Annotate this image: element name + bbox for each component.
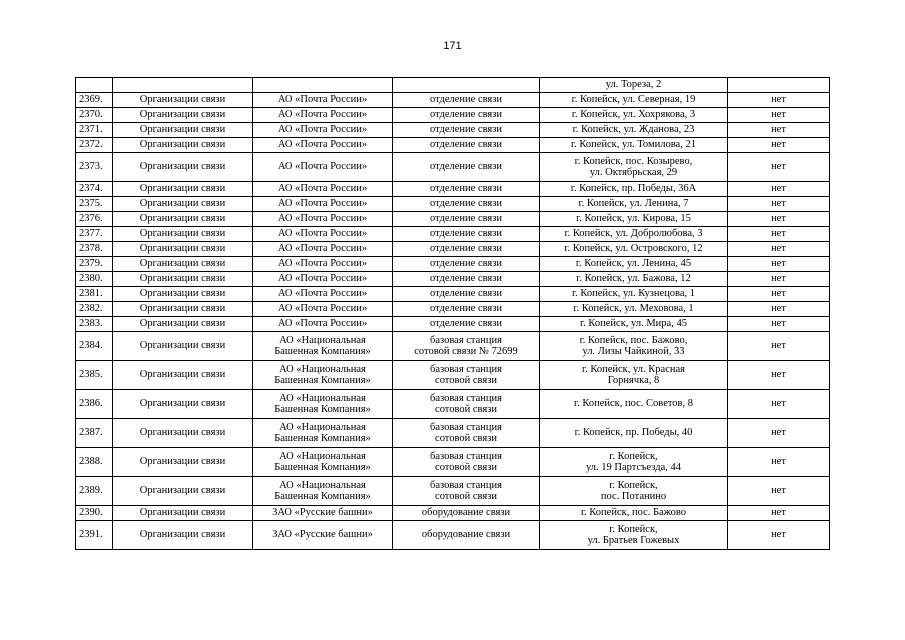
cell-object-type — [393, 521, 540, 550]
cell-address-line: ул. Октябрьская, 29 — [589, 167, 678, 178]
cell-org — [253, 78, 393, 93]
cell-category: Организации связи — [113, 153, 253, 182]
cell-object-type-line: отделение связи — [429, 109, 503, 121]
cell-num: 2376. — [76, 212, 113, 227]
cell-address-line: г. Копейск, ул. Жданова, 23 — [572, 124, 695, 136]
table-row — [76, 108, 830, 123]
cell-status: нет — [728, 287, 830, 302]
cell-status: нет — [728, 521, 830, 550]
cell-num: 2381. — [76, 287, 113, 302]
cell-category: Организации связи — [113, 287, 253, 302]
cell-org-line: АО «Национальная — [279, 421, 366, 433]
cell-category: Организации связи — [113, 93, 253, 108]
cell-num: 2374. — [76, 182, 113, 197]
cell-address-line: г. Копейск, — [609, 523, 658, 535]
cell-org-line: АО «Почта России» — [277, 109, 368, 121]
cell-object-type-line: сотовой связи — [435, 404, 497, 415]
cell-org-line: АО «Почта России» — [277, 139, 368, 151]
cell-org-line: АО «Почта России» — [277, 273, 368, 285]
cell-address-line: г. Копейск, ул. Бажова, 12 — [576, 273, 691, 285]
cell-num: 2372. — [76, 138, 113, 153]
cell-status: нет — [728, 182, 830, 197]
cell-org — [253, 197, 393, 212]
table-row — [76, 227, 830, 242]
cell-object-type — [393, 390, 540, 419]
cell-org-line: АО «Национальная — [279, 479, 366, 491]
cell-address-line: г. Копейск, пос. Бажово — [580, 507, 687, 519]
cell-num: 2377. — [76, 227, 113, 242]
cell-address-line: г. Копейск, пос. Козырево, — [574, 155, 693, 167]
cell-org-line: АО «Почта России» — [277, 198, 368, 210]
cell-object-type-line: базовая станция — [430, 334, 502, 346]
cell-org — [253, 477, 393, 506]
cell-object-type-line: базовая станция — [430, 363, 502, 375]
cell-address-line: пос. Потанино — [600, 491, 667, 502]
cell-address — [540, 287, 728, 302]
cell-status: нет — [728, 123, 830, 138]
cell-org — [253, 93, 393, 108]
cell-object-type — [393, 287, 540, 302]
cell-num — [76, 78, 113, 93]
cell-object-type-line: базовая станция — [430, 421, 502, 433]
cell-address-line: г. Копейск, ул. Меховова, 1 — [573, 303, 694, 315]
cell-address — [540, 123, 728, 138]
cell-org-line: Башенная Компания» — [274, 404, 371, 415]
cell-address-line: г. Копейск, ул. Добролюбова, 3 — [564, 228, 703, 240]
cell-address — [540, 108, 728, 123]
table-row — [76, 123, 830, 138]
table-row — [76, 197, 830, 212]
cell-address — [540, 419, 728, 448]
cell-category: Организации связи — [113, 506, 253, 521]
cell-category: Организации связи — [113, 242, 253, 257]
cell-status: нет — [728, 361, 830, 390]
cell-category: Организации связи — [113, 317, 253, 332]
cell-address — [540, 506, 728, 521]
cell-org-line: АО «Почта России» — [277, 124, 368, 136]
cell-object-type — [393, 419, 540, 448]
cell-address-line: г. Копейск, — [609, 479, 658, 491]
cell-status: нет — [728, 197, 830, 212]
cell-object-type-line: базовая станция — [430, 479, 502, 491]
cell-num: 2382. — [76, 302, 113, 317]
table-row — [76, 317, 830, 332]
cell-object-type — [393, 477, 540, 506]
cell-org-line: АО «Почта России» — [277, 288, 368, 300]
cell-address-line: г. Копейск, — [609, 450, 658, 462]
cell-object-type-line: отделение связи — [429, 273, 503, 285]
cell-object-type — [393, 212, 540, 227]
cell-object-type-line: отделение связи — [429, 139, 503, 151]
registry-table — [75, 77, 830, 550]
cell-num: 2388. — [76, 448, 113, 477]
cell-address — [540, 448, 728, 477]
page-number: 171 — [443, 40, 462, 52]
cell-object-type — [393, 227, 540, 242]
cell-object-type — [393, 506, 540, 521]
cell-object-type-line: отделение связи — [429, 161, 503, 173]
cell-object-type — [393, 153, 540, 182]
cell-object-type — [393, 182, 540, 197]
continuation-row — [76, 78, 830, 93]
cell-status: нет — [728, 93, 830, 108]
cell-category: Организации связи — [113, 197, 253, 212]
cell-address — [540, 153, 728, 182]
cell-org-line: ЗАО «Русские башни» — [272, 507, 373, 519]
cell-address-line: ул. Лизы Чайкиной, 33 — [582, 346, 685, 357]
cell-org — [253, 153, 393, 182]
cell-org — [253, 506, 393, 521]
table-row — [76, 419, 830, 448]
cell-org — [253, 227, 393, 242]
cell-status: нет — [728, 419, 830, 448]
cell-address — [540, 390, 728, 419]
cell-status: нет — [728, 212, 830, 227]
cell-object-type-line: отделение связи — [429, 288, 503, 300]
cell-num: 2373. — [76, 153, 113, 182]
cell-num: 2379. — [76, 257, 113, 272]
cell-address — [540, 212, 728, 227]
cell-status: нет — [728, 138, 830, 153]
cell-address-line: ул. Братьев Гожевых — [587, 535, 680, 546]
cell-object-type — [393, 332, 540, 361]
cell-org — [253, 108, 393, 123]
cell-category: Организации связи — [113, 227, 253, 242]
cell-address-line: г. Копейск, ул. Кирова, 15 — [576, 213, 691, 225]
table-row — [76, 153, 830, 182]
table-row — [76, 182, 830, 197]
cell-status: нет — [728, 317, 830, 332]
cell-object-type — [393, 448, 540, 477]
cell-org-line: АО «Почта России» — [277, 228, 368, 240]
cell-object-type-line: оборудование связи — [421, 507, 511, 519]
cell-num: 2378. — [76, 242, 113, 257]
cell-org-line: ЗАО «Русские башни» — [272, 529, 373, 541]
cell-org-line: Башенная Компания» — [274, 491, 371, 502]
cell-object-type — [393, 257, 540, 272]
cell-status: нет — [728, 506, 830, 521]
cell-org-line: Башенная Компания» — [274, 375, 371, 386]
cell-object-type — [393, 302, 540, 317]
registry-table-body — [76, 78, 830, 550]
cell-address — [540, 182, 728, 197]
cell-object-type-line: отделение связи — [429, 303, 503, 315]
cell-org — [253, 242, 393, 257]
cell-address — [540, 477, 728, 506]
cell-category: Организации связи — [113, 257, 253, 272]
cell-status: нет — [728, 272, 830, 287]
cell-org-line: АО «Почта России» — [277, 183, 368, 195]
cell-category: Организации связи — [113, 419, 253, 448]
cell-category: Организации связи — [113, 123, 253, 138]
table-row — [76, 390, 830, 419]
cell-object-type-line: базовая станция — [430, 392, 502, 404]
cell-category: Организации связи — [113, 521, 253, 550]
cell-object-type-line: сотовой связи — [435, 375, 497, 386]
cell-address-line: г. Копейск, ул. Хохрякова, 3 — [571, 109, 696, 121]
cell-object-type — [393, 197, 540, 212]
cell-address-line: ул. Тореза, 2 — [605, 79, 662, 91]
cell-status: нет — [728, 153, 830, 182]
cell-address-line: г. Копейск, пр. Победы, 40 — [574, 427, 693, 439]
cell-status: нет — [728, 302, 830, 317]
table-row — [76, 332, 830, 361]
cell-address — [540, 361, 728, 390]
cell-address — [540, 332, 728, 361]
cell-org — [253, 287, 393, 302]
cell-address-line: г. Копейск, ул. Ленина, 7 — [578, 198, 689, 210]
cell-category: Организации связи — [113, 138, 253, 153]
cell-status: нет — [728, 108, 830, 123]
cell-object-type-line: отделение связи — [429, 243, 503, 255]
cell-address-line: ул. 19 Партсъезда, 44 — [585, 462, 682, 473]
cell-status: нет — [728, 477, 830, 506]
cell-object-type-line: отделение связи — [429, 94, 503, 106]
cell-org-line: Башенная Компания» — [274, 346, 371, 357]
cell-address-line: г. Копейск, ул. Мира, 45 — [580, 318, 687, 330]
cell-status: нет — [728, 390, 830, 419]
cell-num: 2390. — [76, 506, 113, 521]
cell-category: Организации связи — [113, 212, 253, 227]
cell-status — [728, 78, 830, 93]
cell-category: Организации связи — [113, 332, 253, 361]
cell-object-type-line: отделение связи — [429, 228, 503, 240]
cell-address — [540, 257, 728, 272]
cell-address — [540, 227, 728, 242]
cell-object-type — [393, 93, 540, 108]
cell-status: нет — [728, 227, 830, 242]
cell-num: 2389. — [76, 477, 113, 506]
cell-object-type — [393, 317, 540, 332]
cell-address — [540, 272, 728, 287]
cell-status: нет — [728, 332, 830, 361]
cell-org-line: АО «Почта России» — [277, 243, 368, 255]
cell-category: Организации связи — [113, 477, 253, 506]
cell-object-type-line: базовая станция — [430, 450, 502, 462]
cell-address-line: г. Копейск, пос. Советов, 8 — [573, 398, 694, 410]
cell-object-type-line: оборудование связи — [421, 529, 511, 541]
cell-object-type-line: сотовой связи № 72699 — [414, 346, 518, 357]
cell-org — [253, 182, 393, 197]
cell-address-line: г. Копейск, ул. Кузнецова, 1 — [571, 288, 696, 300]
cell-address-line: г. Копейск, ул. Островского, 12 — [564, 243, 703, 255]
cell-org — [253, 257, 393, 272]
cell-object-type-line: отделение связи — [429, 258, 503, 270]
cell-num: 2384. — [76, 332, 113, 361]
cell-status: нет — [728, 242, 830, 257]
cell-org-line: АО «Почта России» — [277, 258, 368, 270]
table-row — [76, 287, 830, 302]
cell-address — [540, 242, 728, 257]
cell-object-type-line: отделение связи — [429, 318, 503, 330]
cell-category — [113, 78, 253, 93]
cell-category: Организации связи — [113, 108, 253, 123]
table-row — [76, 302, 830, 317]
table-row — [76, 212, 830, 227]
cell-category: Организации связи — [113, 448, 253, 477]
cell-num: 2387. — [76, 419, 113, 448]
cell-org-line: АО «Национальная — [279, 334, 366, 346]
cell-org — [253, 302, 393, 317]
table-row — [76, 448, 830, 477]
cell-org — [253, 390, 393, 419]
cell-object-type-line: сотовой связи — [435, 462, 497, 473]
table-row — [76, 138, 830, 153]
cell-num: 2371. — [76, 123, 113, 138]
cell-object-type — [393, 108, 540, 123]
cell-object-type — [393, 78, 540, 93]
cell-org — [253, 448, 393, 477]
cell-org — [253, 521, 393, 550]
cell-category: Организации связи — [113, 390, 253, 419]
cell-object-type-line: отделение связи — [429, 213, 503, 225]
cell-org-line: Башенная Компания» — [274, 462, 371, 473]
cell-org — [253, 123, 393, 138]
cell-object-type-line: отделение связи — [429, 124, 503, 136]
cell-num: 2380. — [76, 272, 113, 287]
cell-num: 2369. — [76, 93, 113, 108]
cell-address-line: г. Копейск, ул. Северная, 19 — [571, 94, 696, 106]
cell-object-type-line: отделение связи — [429, 198, 503, 210]
cell-category: Организации связи — [113, 182, 253, 197]
cell-address-line: г. Копейск, ул. Ленина, 45 — [575, 258, 692, 270]
table-row — [76, 257, 830, 272]
table-row — [76, 506, 830, 521]
table-row — [76, 93, 830, 108]
cell-object-type — [393, 138, 540, 153]
cell-num: 2386. — [76, 390, 113, 419]
cell-object-type — [393, 272, 540, 287]
cell-address — [540, 521, 728, 550]
cell-address-line: Горнячка, 8 — [607, 375, 660, 386]
cell-address-line: г. Копейск, пр. Победы, 36А — [570, 183, 697, 195]
cell-category: Организации связи — [113, 272, 253, 287]
cell-status: нет — [728, 257, 830, 272]
cell-address — [540, 93, 728, 108]
cell-org — [253, 419, 393, 448]
cell-category: Организации связи — [113, 302, 253, 317]
cell-object-type-line: отделение связи — [429, 183, 503, 195]
cell-address — [540, 317, 728, 332]
cell-address — [540, 78, 728, 93]
cell-org-line: Башенная Компания» — [274, 433, 371, 444]
table-row — [76, 477, 830, 506]
cell-num: 2383. — [76, 317, 113, 332]
cell-org-line: АО «Почта России» — [277, 318, 368, 330]
table-row — [76, 272, 830, 287]
cell-object-type — [393, 123, 540, 138]
table-row — [76, 361, 830, 390]
cell-num: 2370. — [76, 108, 113, 123]
cell-object-type — [393, 361, 540, 390]
cell-object-type-line: сотовой связи — [435, 433, 497, 444]
cell-address-line: г. Копейск, ул. Красная — [582, 363, 685, 375]
cell-org-line: АО «Национальная — [279, 450, 366, 462]
cell-address — [540, 138, 728, 153]
cell-org — [253, 332, 393, 361]
cell-org-line: АО «Национальная — [279, 363, 366, 375]
cell-org — [253, 212, 393, 227]
table-row — [76, 521, 830, 550]
cell-org-line: АО «Почта России» — [277, 303, 368, 315]
cell-num: 2385. — [76, 361, 113, 390]
cell-org — [253, 361, 393, 390]
cell-category: Организации связи — [113, 361, 253, 390]
cell-org — [253, 317, 393, 332]
cell-address — [540, 302, 728, 317]
cell-num: 2375. — [76, 197, 113, 212]
cell-object-type-line: сотовой связи — [435, 491, 497, 502]
cell-org-line: АО «Почта России» — [277, 213, 368, 225]
table-row — [76, 242, 830, 257]
cell-status: нет — [728, 448, 830, 477]
cell-org-line: АО «Почта России» — [277, 161, 368, 173]
cell-org-line: АО «Почта России» — [277, 94, 368, 106]
cell-org — [253, 272, 393, 287]
cell-address-line: г. Копейск, ул. Томилова, 21 — [571, 139, 696, 151]
cell-address-line: г. Копейск, пос. Бажово, — [579, 334, 688, 346]
cell-org-line: АО «Национальная — [279, 392, 366, 404]
cell-org — [253, 138, 393, 153]
cell-num: 2391. — [76, 521, 113, 550]
cell-object-type — [393, 242, 540, 257]
cell-address — [540, 197, 728, 212]
